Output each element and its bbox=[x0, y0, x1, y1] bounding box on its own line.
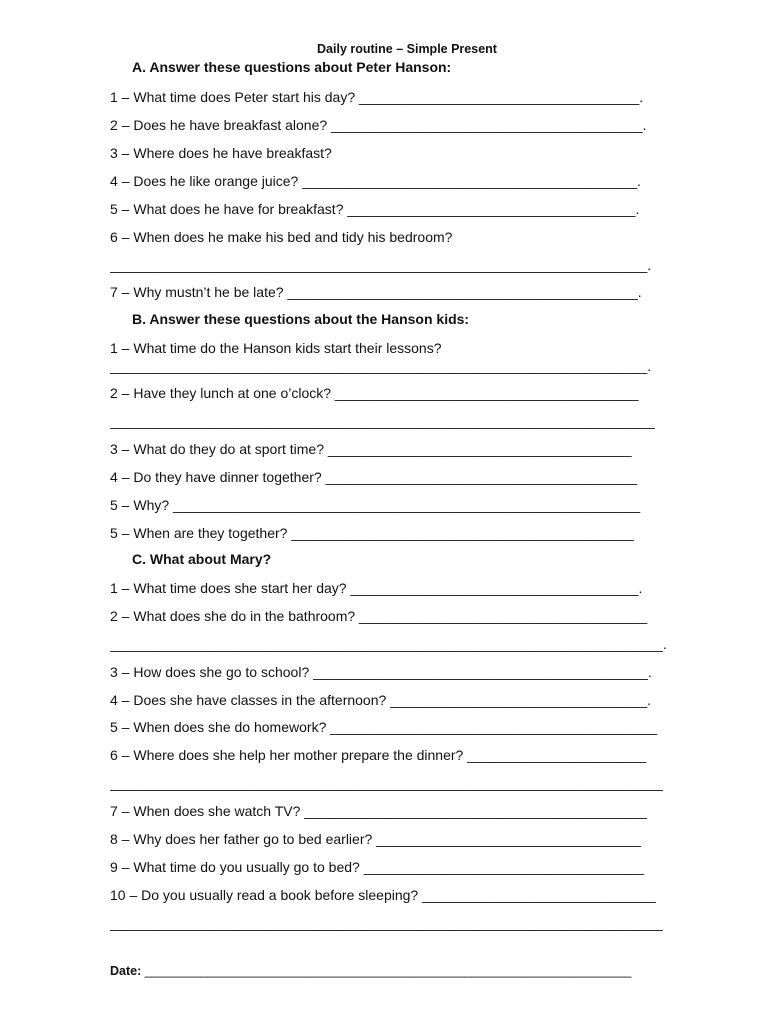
answer-line: _____________________________________________________________________. bbox=[110, 257, 652, 273]
answer-line: ______________________________________________________________________ bbox=[110, 413, 656, 429]
question-b5: 5 – Why? ____________________________________________________________ bbox=[110, 497, 641, 513]
question-c1: 1 – What time does she start her day? _____________________________________. bbox=[110, 580, 643, 596]
question-c7: 7 – When does she watch TV? ____________________________________________ bbox=[110, 803, 647, 819]
question-a5: 5 – What does he have for breakfast? _____________________________________. bbox=[110, 201, 640, 217]
question-c10: 10 – Do you usually read a book before sleeping? ______________________________ bbox=[110, 887, 656, 903]
question-a4: 4 – Does he like orange juice? ___________________________________________. bbox=[110, 173, 641, 189]
answer-line: _____________________________________________________________________. bbox=[110, 358, 652, 374]
question-a1: 1 – What time does Peter start his day? ____________________________________. bbox=[110, 89, 644, 105]
question-c4: 4 – Does she have classes in the afternoon? _________________________________. bbox=[110, 692, 652, 708]
answer-line: _______________________________________________________________________ bbox=[110, 775, 663, 791]
question-c3: 3 – How does she go to school? ___________________________________________. bbox=[110, 664, 652, 680]
worksheet-title: Daily routine – Simple Present bbox=[317, 42, 497, 56]
date-field bbox=[110, 964, 631, 978]
section-c-heading: C. What about Mary? bbox=[132, 551, 272, 567]
question-b1: 1 – What time do the Hanson kids start their lessons? bbox=[110, 340, 442, 356]
question-c6: 6 – Where does she help her mother prepare the dinner? _______________________ bbox=[110, 747, 647, 763]
question-c9: 9 – What time do you usually go to bed? ____________________________________ bbox=[110, 859, 645, 875]
question-a7: 7 – Why mustn’t he be late? _____________________________________________. bbox=[110, 284, 642, 300]
question-b4: 4 – Do they have dinner together? ________________________________________ bbox=[110, 469, 638, 485]
date-label: Date: bbox=[110, 964, 145, 978]
question-b3: 3 – What do they do at sport time? _______________________________________ bbox=[110, 441, 632, 457]
answer-line: _______________________________________________________________________ bbox=[110, 915, 663, 931]
date-blank: ______________________________________________________________________ bbox=[144, 964, 632, 978]
answer-line: _______________________________________________________________________. bbox=[110, 636, 667, 652]
question-b2: 2 – Have they lunch at one o’clock? _______________________________________ bbox=[110, 385, 639, 401]
question-a6: 6 – When does he make his bed and tidy his bedroom? bbox=[110, 229, 453, 245]
question-a3: 3 – Where does he have breakfast? bbox=[110, 145, 332, 161]
question-c2: 2 – What does she do in the bathroom? _____________________________________ bbox=[110, 608, 648, 624]
section-b-heading: B. Answer these questions about the Hanson kids: bbox=[132, 311, 470, 327]
question-a2: 2 – Does he have breakfast alone? ________________________________________. bbox=[110, 117, 647, 133]
question-c5: 5 – When does she do homework? __________________________________________ bbox=[110, 719, 658, 735]
section-a-heading: A. Answer these questions about Peter Hanson: bbox=[132, 59, 452, 75]
question-b6: 5 – When are they together? ____________________________________________ bbox=[110, 525, 634, 541]
question-c8: 8 – Why does her father go to bed earlier? __________________________________ bbox=[110, 831, 641, 847]
